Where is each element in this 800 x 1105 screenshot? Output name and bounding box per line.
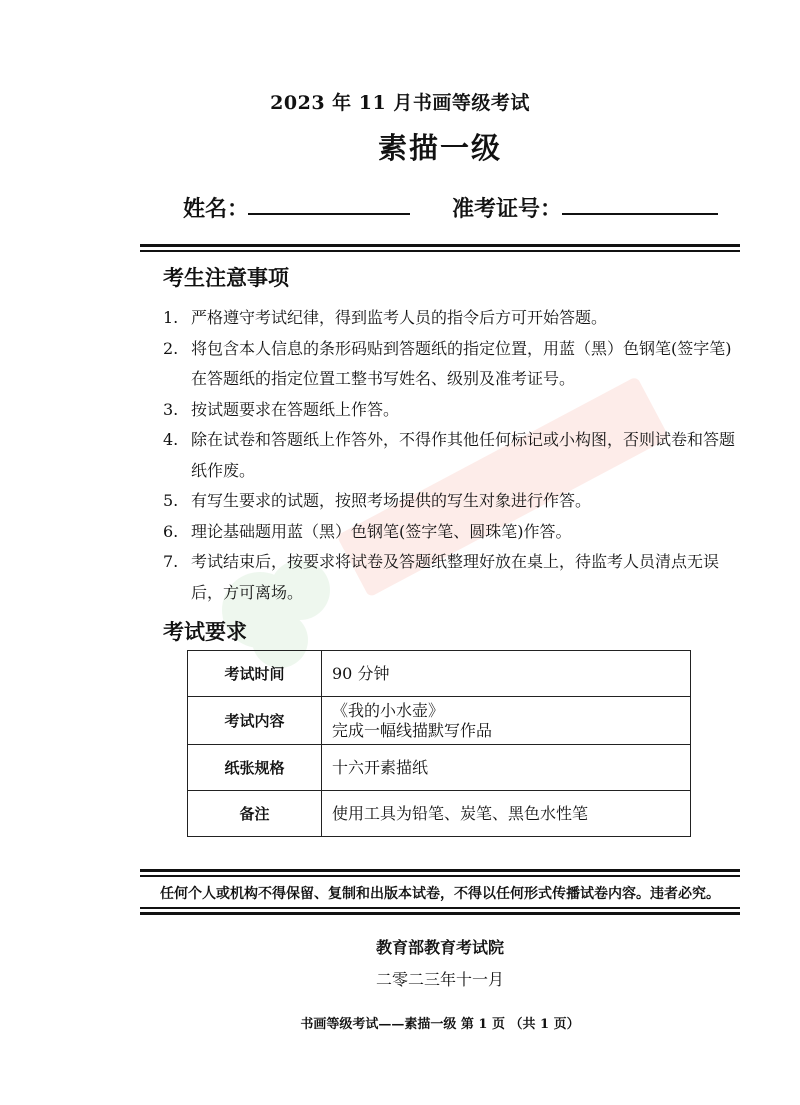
row-value: 使用工具为铅笔、炭笔、黑色水性笔 (322, 791, 691, 837)
row-key: 考试时间 (188, 651, 322, 697)
table-row (188, 651, 691, 697)
notice-item: 3. 按试题要求在答题纸上作答。 (163, 399, 400, 419)
bottom-divider-bottom (140, 907, 740, 915)
issuer-name: 教育部教育考试院 (375, 938, 504, 957)
exam-id-label: 准考证号： (452, 196, 563, 222)
exam-id-blank[interactable] (562, 213, 718, 215)
table-row (188, 745, 691, 791)
table-row (188, 697, 691, 745)
notice-item: 6. 理论基础题用蓝（黑）色钢笔(签字笔、圆珠笔)作答。 (163, 521, 572, 541)
table-row (188, 791, 691, 837)
requirements-table (187, 650, 691, 837)
notice-item: 5. 有写生要求的试题，按照考场提供的写生对象进行作答。 (163, 491, 592, 510)
name-label: 姓名： (183, 196, 250, 222)
exam-title: 2023 年 11 月书画等级考试 (270, 92, 530, 114)
row-value: 90 分钟 (322, 651, 691, 697)
page-footer: 书画等级考试——素描一级 第 1 页 （共 1 页） (300, 1017, 580, 1032)
bottom-divider-top (140, 869, 740, 877)
notice-item: 2. 将包含本人信息的条形码贴到答题纸的指定位置，用蓝（黑）色钢笔(签字笔)在答题纸的指定位置工整书写姓名、级别及准考证号。 (163, 338, 732, 388)
notices-heading: 考生注意事项 (163, 266, 289, 290)
subject-title: 素描一级 (377, 131, 502, 165)
row-key: 备注 (188, 791, 322, 837)
notice-item: 1. 严格遵守考试纪律，得到监考人员的指令后方可开始答题。 (163, 308, 608, 327)
issue-date: 二零二三年十一月 (375, 970, 504, 989)
top-divider (140, 244, 740, 252)
notice-item: 7. 考试结束后，按要求将试卷及答题纸整理好放在桌上，待监考人员清点无误后，方可离场。 (163, 552, 720, 602)
name-blank[interactable] (248, 213, 410, 215)
row-key: 考试内容 (188, 697, 322, 745)
row-value: 《我的小水壶》 完成一幅线描默写作品 (322, 697, 691, 745)
row-value: 十六开素描纸 (322, 745, 691, 791)
notices-list (163, 303, 743, 608)
copyright-notice: 任何个人或机构不得保留、复制和出版本试卷，不得以任何形式传播试卷内容。违者必究。 (160, 886, 720, 902)
notice-item: 4. 除在试卷和答题纸上作答外，不得作其他任何标记或小构图，否则试卷和答题纸作废。 (163, 430, 736, 480)
requirements-heading: 考试要求 (163, 620, 247, 644)
row-key: 纸张规格 (188, 745, 322, 791)
